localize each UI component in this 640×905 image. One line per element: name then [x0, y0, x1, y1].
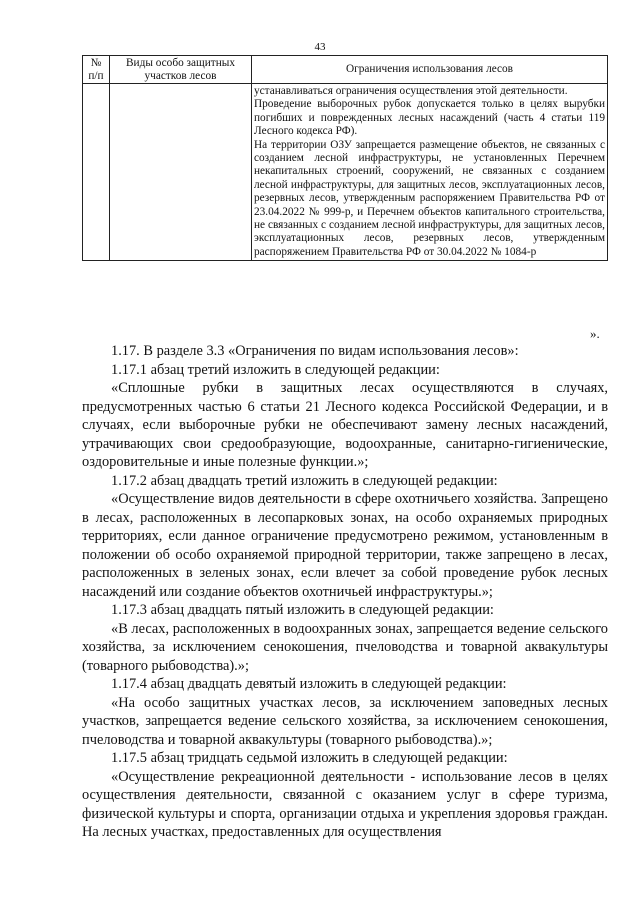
header-restrictions: Ограничения использования лесов: [252, 56, 608, 84]
header-number: № п/п: [83, 56, 110, 84]
body-paragraph: «Осуществление видов деятельности в сфере охотничьего хозяйства. Запрещено в лесах, расположенных в лесопарковых зонах, на особо охраняемых природных территориях, если данное ограничение предусмотрено режимом, установленным в положении об особо охраняемой природной территории, также запрещено в лесах, расположенных в зеленых зонах, если влечет за собой проведение рубок лесных насаждений или создание объектов охотничьей инфраструктуры.»;: [82, 491, 608, 600]
body-paragraph: «На особо защитных участках лесов, за исключением заповедных лесных участков, запрещается ведение сельского хозяйства, за исключением сенокошения, пчеловодства и товарной аквакультуры (товарного рыбоводства).»;: [82, 694, 608, 748]
body-paragraph: 1.17. В разделе 3.3 «Ограничения по видам использования лесов»:: [111, 343, 519, 359]
body-paragraph: 1.17.5 абзац тридцать седьмой изложить в следующей редакции:: [111, 750, 508, 766]
body-paragraph: «Сплошные рубки в защитных лесах осуществляются в случаях, предусмотренных частью 6 статьи 21 Лесного кодекса Российской Федерации, и в случаях, если выборочные рубки не обеспечивают замену лесных насаждений, утрачивающих свои средообразующие, водоохранные, санитарно-гигиенические, оздоровительные и иные полезные функции.»;: [82, 380, 608, 470]
quote-closing-mark: ».: [590, 326, 600, 341]
body-paragraph: «Осуществление рекреационной деятельности - использование лесов в целях осуществления деятельности, связанной с оказанием услуг в сфере туризма, физической культуры и спорта, организации отдыха и укрепления здоровья граждан. На лесных участках, предоставленных для осуществления: [82, 768, 608, 840]
document-body: [82, 342, 608, 842]
table-header-row: [83, 56, 608, 84]
restriction-paragraph: Проведение выборочных рубок допускается только в целях вырубки погибших и поврежденных лесных насаждений (часть 4 статьи 119 Лесного кодекса РФ).: [254, 98, 605, 138]
row-restrictions-cell: [252, 84, 608, 261]
body-paragraph: «В лесах, расположенных в водоохранных зонах, запрещается ведение сельского хозяйства, за исключением сенокошения, пчеловодства и товарной аквакультуры (товарного рыбоводства).»;: [82, 620, 608, 674]
restriction-paragraph: На территории ОЗУ запрещается размещение объектов, не связанных с созданием лесной инфраструктуры, не установленных Перечнем некапитальных строений, сооружений, не связанных с созданием лесной инфраструктуры, для защитных лесов, эксплуатационных лесов, резервных лесов, утвержденным распоряжением Правительства РФ от 23.04.2022 № 999-р, и Перечнем объектов капитального строительства, не связанных с созданием лесной инфраструктуры, для защитных лесов, эксплуатационных лесов, резервных лесов, утвержденным распоряжением Правительства РФ от 30.04.2022 № 1084-р: [254, 138, 605, 258]
restriction-paragraph: устанавливаться ограничения осуществления этой деятельности.: [254, 85, 568, 97]
row-kind-cell: [110, 84, 252, 261]
body-paragraph: 1.17.4 абзац двадцать девятый изложить в следующей редакции:: [111, 676, 507, 692]
page-number: 43: [314, 41, 326, 53]
body-paragraph: 1.17.3 абзац двадцать пятый изложить в следующей редакции:: [111, 602, 494, 618]
header-kind: Виды особо защитных участков лесов: [110, 56, 252, 84]
body-paragraph: 1.17.1 абзац третий изложить в следующей редакции:: [111, 361, 440, 378]
table-row: [83, 84, 608, 261]
restrictions-table: [82, 55, 608, 261]
body-paragraph: 1.17.2 абзац двадцать третий изложить в следующей редакции:: [111, 472, 498, 489]
row-number-cell: [83, 84, 110, 261]
